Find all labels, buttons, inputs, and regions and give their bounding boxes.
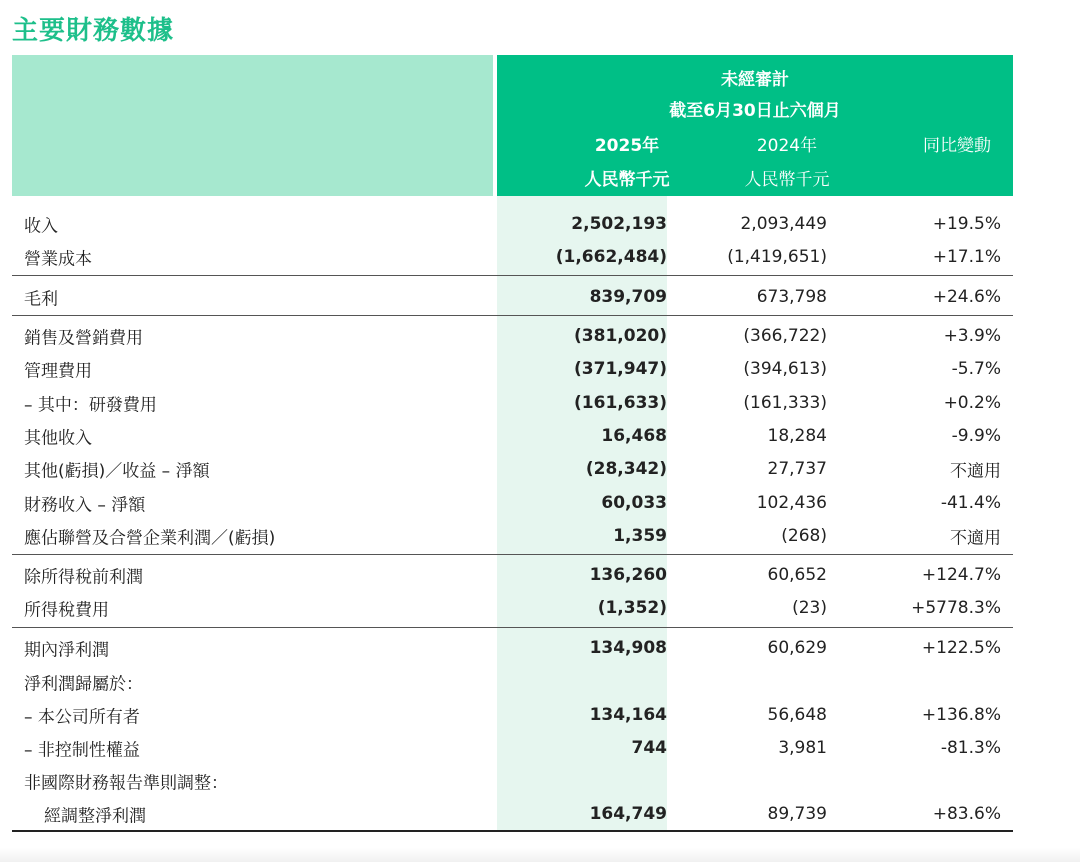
table-row [12, 207, 1013, 240]
row-label: – 其中：研發費用 [24, 395, 157, 415]
value-change: -5.7% [951, 358, 1001, 379]
value-2024: (23) [792, 597, 827, 618]
value-change: +136.8% [921, 704, 1001, 725]
value-2024: 673,798 [756, 286, 827, 307]
table-row [12, 486, 1013, 519]
value-2024: 2,093,449 [740, 213, 827, 234]
table-row [12, 319, 1013, 352]
value-change: -41.4% [940, 492, 1001, 513]
table-row [12, 665, 1013, 698]
value-change: +3.9% [943, 325, 1001, 346]
value-2024: (161,333) [743, 392, 827, 413]
value-change: +124.7% [921, 564, 1001, 585]
row-label: 經調整淨利潤 [44, 806, 146, 826]
value-change: 不適用 [950, 461, 1001, 481]
table-row [12, 591, 1013, 624]
value-2024: 60,629 [767, 637, 827, 658]
row-label: 除所得稅前利潤 [24, 567, 143, 587]
value-change: +122.5% [921, 637, 1001, 658]
table-row [12, 764, 1013, 797]
value-2025: (1,352) [597, 597, 667, 618]
row-label: 財務收入 – 淨額 [24, 495, 146, 515]
row-label: 收入 [24, 216, 58, 236]
header-2024-unit: 人民幣千元 [744, 170, 830, 190]
value-2025: 164,749 [589, 803, 667, 824]
value-change: +0.2% [943, 392, 1001, 413]
row-label: 期內淨利潤 [24, 640, 109, 660]
value-2025: 1,359 [613, 525, 667, 546]
table-row [12, 419, 1013, 452]
row-divider [12, 275, 1013, 276]
value-2025: 134,908 [589, 637, 667, 658]
table-header-values [497, 55, 1013, 196]
header-2024-year: 2024年 [756, 136, 818, 156]
value-2025: 16,468 [601, 425, 667, 446]
row-label: 所得稅費用 [24, 600, 109, 620]
row-label: 毛利 [24, 289, 58, 309]
value-2024: 102,436 [756, 492, 827, 513]
value-2024: 3,981 [778, 737, 827, 758]
row-divider [12, 627, 1013, 628]
row-label: 淨利潤歸屬於： [24, 674, 143, 694]
row-label: 銷售及營銷費用 [24, 328, 143, 348]
value-2024: (268) [781, 525, 827, 546]
value-change: +24.6% [932, 286, 1001, 307]
table-row [12, 631, 1013, 664]
table-header-label-cell [12, 55, 493, 196]
value-2025: (161,633) [574, 392, 667, 413]
row-label: – 本公司所有者 [24, 707, 140, 727]
row-label: 非國際財務報告準則調整： [24, 773, 228, 793]
row-divider [12, 554, 1013, 555]
value-2024: (1,419,651) [727, 246, 827, 267]
table-row [12, 731, 1013, 764]
table-row [12, 558, 1013, 591]
value-2025: 744 [631, 737, 667, 758]
value-change: +83.6% [932, 803, 1001, 824]
table-bottom-rule [12, 830, 1013, 832]
value-2025: (1,662,484) [555, 246, 667, 267]
header-change: 同比變動 [923, 136, 991, 156]
row-label: 應佔聯營及合營企業利潤／(虧損) [24, 528, 276, 548]
table-row [12, 352, 1013, 385]
value-change: -9.9% [951, 425, 1001, 446]
value-2025: (28,342) [585, 458, 667, 479]
value-2025: 60,033 [601, 492, 667, 513]
header-2025-year: 2025年 [594, 136, 660, 156]
value-2024: 60,652 [767, 564, 827, 585]
value-2024: 56,648 [767, 704, 827, 725]
row-label: 其他(虧損)／收益 – 淨額 [24, 461, 210, 481]
table-row [12, 452, 1013, 485]
table-row [12, 519, 1013, 552]
value-2024: (366,722) [743, 325, 827, 346]
row-divider [12, 315, 1013, 316]
value-2024: (394,613) [743, 358, 827, 379]
value-2025: 2,502,193 [571, 213, 667, 234]
value-2024: 27,737 [767, 458, 827, 479]
row-label: – 非控制性權益 [24, 740, 140, 760]
row-label: 管理費用 [24, 361, 92, 381]
table-row [12, 797, 1013, 830]
page-bottom-edge [0, 848, 1080, 862]
value-change: +5778.3% [911, 597, 1001, 618]
value-2025: 839,709 [589, 286, 667, 307]
header-audit-status: 未經審計 [721, 70, 789, 90]
table-row [12, 386, 1013, 419]
value-2025: (371,947) [574, 358, 667, 379]
value-change: +19.5% [932, 213, 1001, 234]
value-change: -81.3% [940, 737, 1001, 758]
value-2024: 89,739 [767, 803, 827, 824]
row-label: 營業成本 [24, 249, 92, 269]
table-row [12, 280, 1013, 313]
table-row [12, 698, 1013, 731]
value-2025: 136,260 [589, 564, 667, 585]
header-2025-unit: 人民幣千元 [584, 170, 670, 190]
header-period: 截至6月30日止六個月 [669, 101, 841, 121]
value-2025: (381,020) [574, 325, 667, 346]
value-2025: 134,164 [589, 704, 667, 725]
value-change: 不適用 [950, 528, 1001, 548]
value-2024: 18,284 [767, 425, 827, 446]
row-label: 其他收入 [24, 428, 92, 448]
page-title: 主要財務數據 [12, 16, 175, 46]
value-change: +17.1% [932, 246, 1001, 267]
table-row [12, 240, 1013, 273]
